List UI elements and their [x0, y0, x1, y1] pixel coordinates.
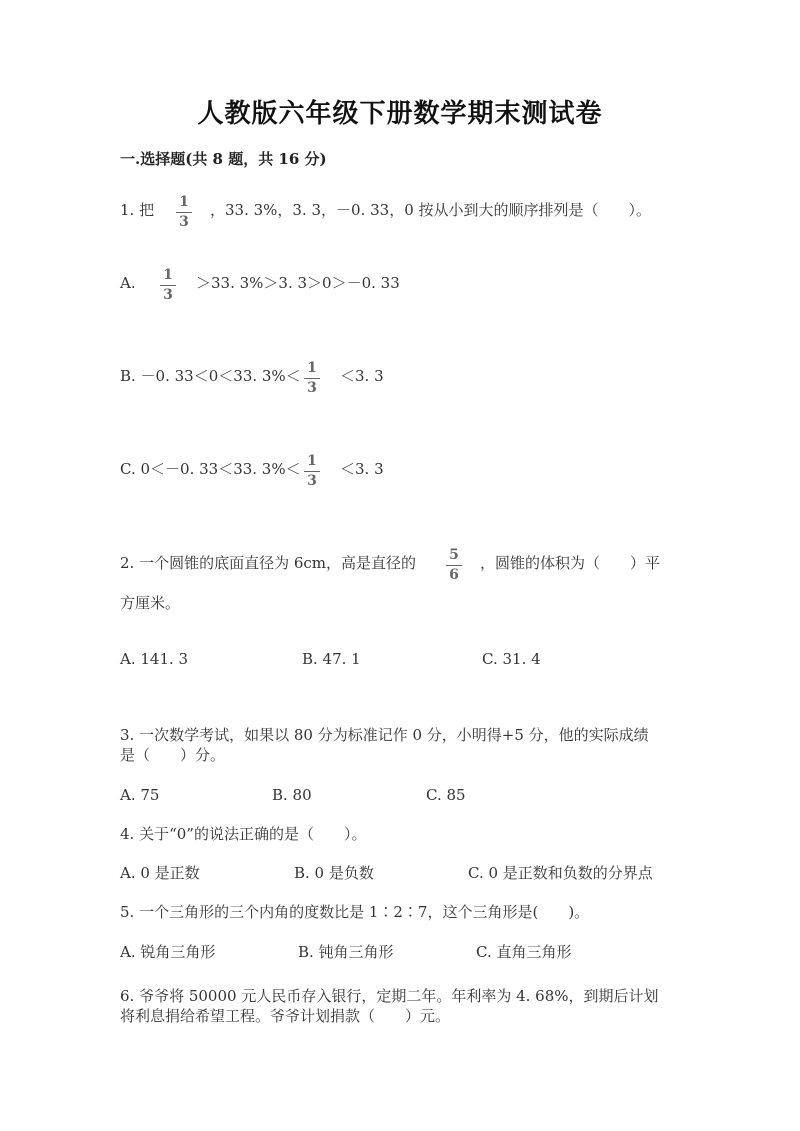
fraction-bar [160, 285, 176, 286]
fraction-denominator: 6 [449, 567, 459, 583]
fraction-denominator: 3 [163, 287, 173, 303]
q4-text: 4. 关于“0”的说法正确的是（ ）。 [120, 825, 367, 843]
q1-option-c-text: C. 0＜－0. 33＜33. 3%＜ [120, 460, 301, 478]
q3-option-a: A. 75 [120, 786, 160, 804]
fraction-denominator: 3 [179, 214, 189, 230]
q1-option-c-fraction [304, 453, 320, 490]
section-heading: 一.选择题(共 8 题，共 16 分) [120, 150, 327, 168]
fraction-numerator: 1 [163, 267, 173, 283]
q1-option-a-label: A. [120, 274, 136, 292]
q6-line-1: 6. 爷爷将 50000 元人民币存入银行，定期二年。年利率为 4. 68%，到期后计划 [120, 987, 659, 1005]
page-title: 人教版六年级下册数学期末测试卷 [197, 99, 603, 129]
fraction-bar [304, 378, 320, 379]
fraction-numerator: 1 [307, 360, 317, 376]
fraction-bar [446, 565, 462, 566]
q3-option-c: C. 85 [426, 786, 466, 804]
q1-option-a-text: ＞33. 3%＞3. 3＞0＞－0. 33 [196, 274, 400, 292]
fraction-bar [304, 471, 320, 472]
fraction-numerator: 1 [307, 453, 317, 469]
fraction-denominator: 3 [307, 380, 317, 396]
q4-option-b: B. 0 是负数 [294, 864, 374, 882]
q1-option-b-text: B. －0. 33＜0＜33. 3%＜ [120, 367, 301, 385]
q1-fraction [176, 194, 192, 231]
q5-option-c: C. 直角三角形 [476, 943, 572, 961]
q2-option-c: C. 31. 4 [482, 650, 541, 668]
q4-option-c: C. 0 是正数和负数的分界点 [468, 864, 653, 882]
q5-option-a: A. 锐角三角形 [120, 943, 216, 961]
fraction-numerator: 5 [449, 547, 459, 563]
q2-fraction [446, 547, 462, 584]
q2-option-b: B. 47. 1 [302, 650, 361, 668]
q2-option-a: A. 141. 3 [120, 650, 189, 668]
q3-line-1: 3. 一次数学考试，如果以 80 分为标准记作 0 分，小明得+5 分，他的实际成绩 [120, 726, 649, 744]
q1-prefix: 1. 把 [120, 201, 155, 219]
q2-prefix: 2. 一个圆锥的底面直径为 6cm，高是直径的 [120, 554, 417, 572]
q2-line-2: 方厘米。 [120, 594, 181, 612]
fraction-denominator: 3 [307, 473, 317, 489]
q1-option-b-fraction [304, 360, 320, 397]
q1-option-b-suffix: ＜3. 3 [340, 367, 384, 385]
q5-option-b: B. 钝角三角形 [298, 943, 394, 961]
q1-option-c-suffix: ＜3. 3 [340, 460, 384, 478]
q4-option-a: A. 0 是正数 [120, 864, 200, 882]
q2-suffix: ，圆锥的体积为（ ）平 [480, 554, 661, 572]
q6-line-2: 将利息捐给希望工程。爷爷计划捐款（ ）元。 [120, 1007, 451, 1025]
q1-suffix: ，33. 3%，3. 3，－0. 33，0 按从小到大的顺序排列是（ ）。 [210, 201, 652, 219]
q1-option-a-fraction [160, 267, 176, 304]
q3-option-b: B. 80 [272, 786, 312, 804]
fraction-bar [176, 212, 192, 213]
q5-text: 5. 一个三角形的三个内角的度数比是 1∶2∶7，这个三角形是( )。 [120, 903, 590, 921]
fraction-numerator: 1 [179, 194, 189, 210]
q3-line-2: 是（ ）分。 [120, 746, 226, 764]
